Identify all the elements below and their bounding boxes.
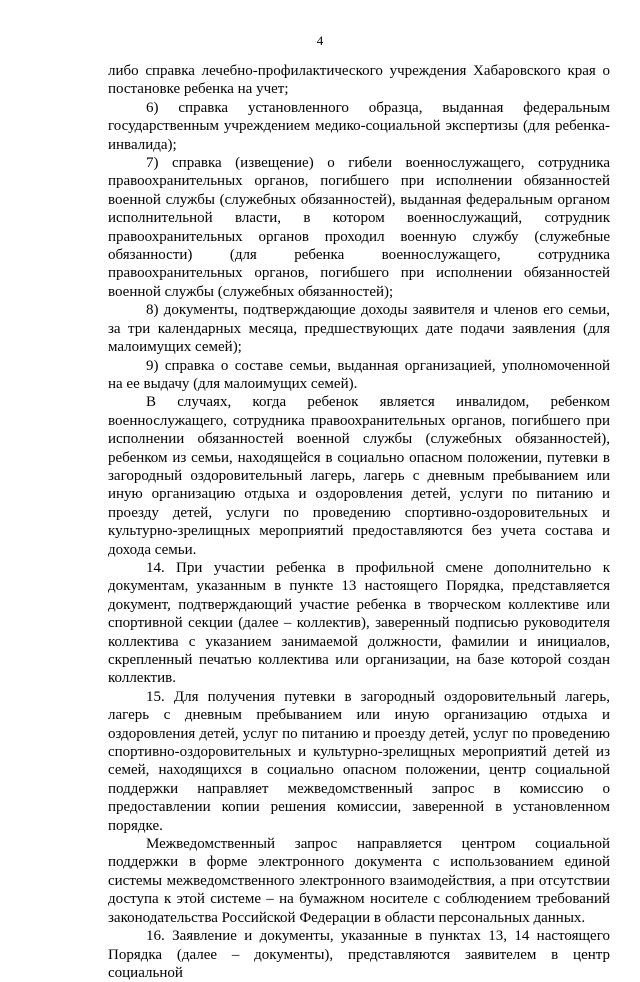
paragraph-clause-16: 16. Заявление и документы, указанные в пунктах 13, 14 настоящего Порядка (далее – документы), представляются заявителем в центр социальной [108,928,610,981]
paragraph-item-7: 7) справка (извещение) о гибели военнослужащего, сотрудника правоохранительных органов, погибшего при исполнении обязанностей военной службы (служебных обязанностей), выданная федеральным органом исполнительной власти, в котором военнослужащий, сотрудник правоохранительных органов проходил военную службу (служебные обязанности) (для ребенка военнослужащего, сотрудника правоохранительных органов, погибшего при исполнении обязанностей военной службы (служебных обязанностей); [108,155,610,300]
paragraph-item-6: 6) справка установленного образца, выданная федеральным государственным учреждением медико-социальной экспертизы (для ребенка-инвалида); [108,99,610,153]
paragraph-clause-14: 14. При участии ребенка в профильной смене дополнительно к документам, указанным в пункте 13 настоящего Порядка, представляется документ, подтверждающий участие ребенка в творческом коллективе или спортивной секции (далее – коллектив), заверенный подписью руководителя коллектива с указанием занимаемой должности, фамилии и инициалов, скрепленный печатью коллектива или организации, на базе которой создан коллектив. [108,559,610,687]
paragraph-item-8: 8) документы, подтверждающие доходы заявителя и членов его семьи, за три календарных месяца, предшествующих дате подачи заявления (для малоимущих семей); [108,302,610,356]
paragraph-clause-15: 15. Для получения путевки в загородный оздоровительный лагерь, лагерь с дневным пребыванием или иную организацию отдыха и оздоровления детей, услуг по питанию и проезду детей, услуг по проведению спортивно-оздоровительных и культурно-зрелищных мероприятий детей из семей, находящихся в социально опасном положении, центр социальной поддержки направляет межведомственный запрос в комиссию о предоставлении копии решения комиссии, заверенной в установленном порядке. [108,688,610,834]
paragraph-item-9: 9) справка о составе семьи, выданная организацией, уполномоченной на ее выдачу (для малоимущих семей). [108,357,610,392]
paragraph-interagency-request: Межведомственный запрос направляется центром социальной поддержки в форме электронного документа с использованием единой системы межведомственного электронного взаимодействия, а при отсутствии доступа к этой системе – на бумажном носителе с соблюдением требований законодательства Российской Федерации в области персональных данных. [108,836,610,926]
paragraph-continuation: либо справка лечебно-профилактического учреждения Хабаровского края о постановке ребенка на учет; [108,63,610,98]
document-body [108,62,610,982]
paragraph-special-cases: В случаях, когда ребенок является инвалидом, ребенком военнослужащего, сотрудника правоохранительных органов, погибшего при исполнении обязанностей военной службы (служебных обязанностей), ребенком из семьи, находящейся в социально опасном положении, путевки в загородный оздоровительный лагерь, лагерь с дневным пребыванием или иную организацию отдыха и оздоровления детей, услуги по питанию и проезду детей, услуги по проведению спортивно-оздоровительных и культурно-зрелищных мероприятий предоставляются без учета состава и дохода семьи. [108,394,610,558]
page-number: 4 [316,33,324,48]
